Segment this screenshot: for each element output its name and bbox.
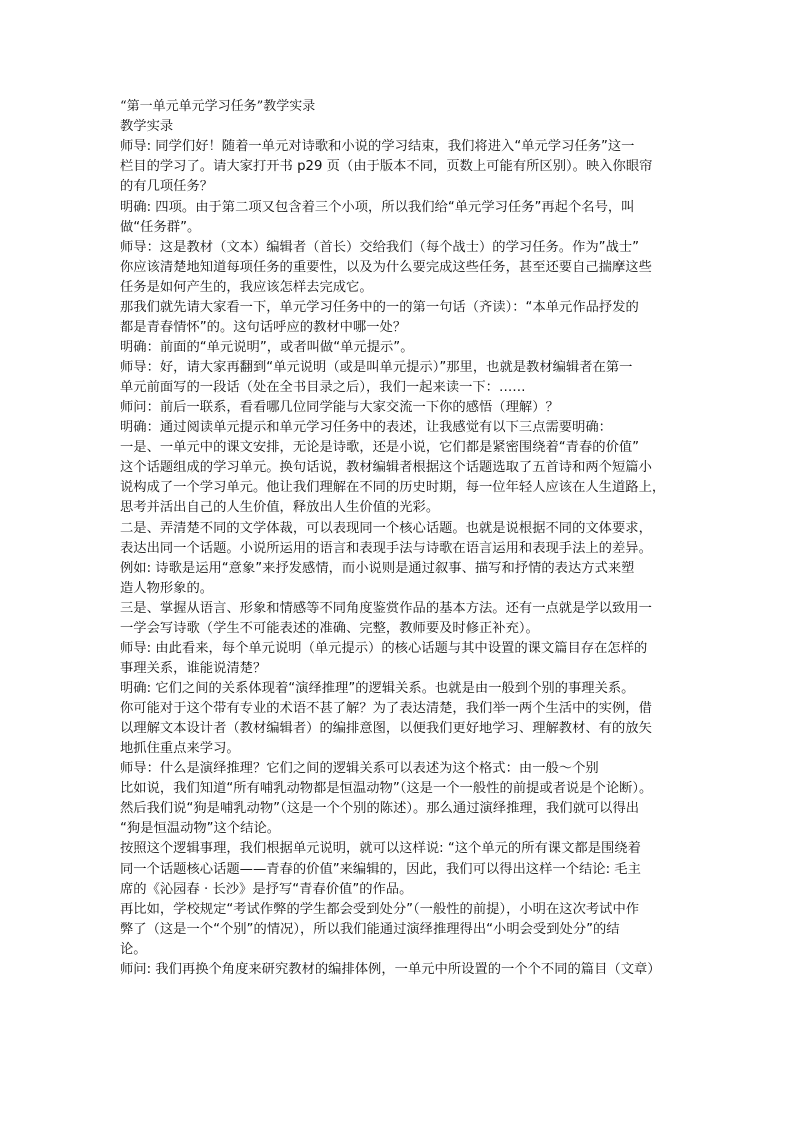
text-line: 席的《沁园春 · 长沙》是抒写“青春价值”的作品。 — [120, 882, 413, 897]
text-line: 明确：通过阅读单元提示和单元学习任务中的表述，让我感觉有以下三点需要明确： — [120, 420, 612, 435]
text-line: 再比如，学校规定“考试作弊的学生都会受到处分”（一般性的前提），小明在这次考试中作 — [120, 902, 640, 917]
text-line: 师问：前后一联系，看看哪几位同学能与大家交流一下你的感悟（理解）？ — [120, 400, 559, 415]
text-line: 任务是如何产生的，我应该怎样去完成它。 — [120, 280, 373, 295]
text-line: 明确：前面的“单元说明”，或者叫做“单元提示”。 — [120, 340, 414, 355]
text-line: 论。 — [120, 942, 147, 957]
text-line: 事理关系，谁能说清楚？ — [120, 661, 267, 676]
document-title: “第一单元单元学习任务”教学实录 — [120, 99, 316, 114]
text-line: 表达出同一个话题。小说所运用的语言和表现手法与诗歌在语言运用和表现手法上的差异。 — [120, 541, 652, 556]
text-line: 造人物形象的。 — [120, 581, 214, 596]
text-line: 说构成了一个学习单元。他让我们理解在不同的历史时期，每一位年轻人应该在人生道路上， — [120, 480, 666, 495]
text-line: 例如: 诗歌是运用“意象”来抒发感情，而小说则是通过叙事、描写和抒情的表达方式来塑 — [120, 561, 635, 576]
text-line: 三是、掌握从语言、形象和情感等不同角度鉴赏作品的基本方法。还有一点就是学以致用一 — [120, 601, 652, 616]
text-line: 二是、弄清楚不同的文学体裁，可以表现同一个核心话题。也就是说根据不同的文体要求， — [120, 521, 652, 536]
text-line: 栏目的学习了。请大家打开书 p29 页（由于版本不同，页数上可能有所区别）。映入你眼帘 — [120, 159, 653, 174]
text-line: 师问: 我们再换个角度来研究教材的编排体例，一单元中所设置的一个个不同的篇目（文章） — [120, 962, 661, 977]
text-line: 师导：什么是演绎推理？它们之间的逻辑关系可以表述为这个格式：由一般〜个别 — [120, 761, 599, 776]
text-line: 师导：这是教材（文本）编辑者（首长）交给我们（每个战士）的学习任务。作为”战士” — [120, 240, 640, 255]
text-line: 思考并活出自己的人生价值，释放出人生价值的光彩。 — [120, 500, 440, 515]
text-line: 你应该清楚地知道每项任务的重要性，以及为什么要完成这些任务，甚至还要自己揣摩这些 — [120, 260, 652, 275]
text-line: 师导: 同学们好！随着一单元对诗歌和小说的学习结束，我们将进入“单元学习任务”这一 — [120, 139, 635, 154]
text-line: 一学会写诗歌（学生不可能表述的准确、完整，教师要及时修正补充）。 — [120, 621, 539, 636]
text-line: 一是、一单元中的课文安排，无论是诗歌，还是小说，它们都是紧密围绕着“青春的价值” — [120, 440, 640, 455]
text-line: 地抓住重点来学习。 — [120, 741, 240, 756]
text-line: 师导：好，请大家再翻到“单元说明（或是叫单元提示）”那里，也就是教材编辑者在第一 — [120, 360, 633, 375]
text-line: 做“任务群”。 — [120, 220, 201, 235]
text-line: 这个话题组成的学习单元。换句话说，教材编辑者根据这个话题选取了五首诗和两个短篇小 — [120, 460, 652, 475]
text-line: 比如说，我们知道“所有哺乳动物都是恒温动物”（这是一个一般性的前提或者说是个论断）。 — [120, 781, 653, 796]
text-line: 单元前面写的一段话（处在全书目录之后），我们一起来读一下：…… — [120, 380, 526, 395]
text-line: 同一个话题核心话题——青春的价值”来编辑的，因此，我们可以得出这样一个结论: 毛主 — [120, 862, 641, 877]
text-line: 教学实录 — [120, 119, 174, 134]
text-line: 然后我们说“狗是哺乳动物”（这是一个个别的陈述）。那么通过演绎推理，我们就可以得出 — [120, 801, 640, 816]
text-line: 的有几项任务？ — [120, 179, 214, 194]
text-line: 明确: 它们之间的关系体现着“演绎推理”的逻辑关系。也就是由一般到个别的事理关系。 — [120, 681, 635, 696]
text-line: 那我们就先请大家看一下，单元学习任务中的一的第一句话（齐读）：“本单元作品抒发的 — [120, 300, 639, 315]
text-line: 以理解文本设计者（教材编辑者）的编排意图，以便我们更好地学习、理解教材、有的放矢 — [120, 721, 652, 736]
text-line: 按照这个逻辑事理，我们根据单元说明，就可以这样说: “这个单元的所有课文都是围绕着 — [120, 841, 641, 856]
text-line: 你可能对于这个带有专业的术语不甚了解？为了表达清楚，我们举一两个生活中的实例，借 — [120, 701, 652, 716]
text-line: 师导: 由此看来，每个单元说明（单元提示）的核心话题与其中设置的课文篇目存在怎样的 — [120, 641, 648, 656]
text-line: 明确: 四项。由于第二项又包含着三个小项，所以我们给“单元学习任务”再起个名号，叫 — [120, 200, 635, 215]
text-line: “狗是恒温动物”这个结论。 — [120, 821, 281, 836]
text-line: 弊了（这是一个“个别”的情况），所以我们能通过演绎推理得出“小明会受到处分”的结 — [120, 922, 620, 937]
text-line: 都是青春情怀”的。这句话呼应的教材中哪一处？ — [120, 320, 407, 335]
